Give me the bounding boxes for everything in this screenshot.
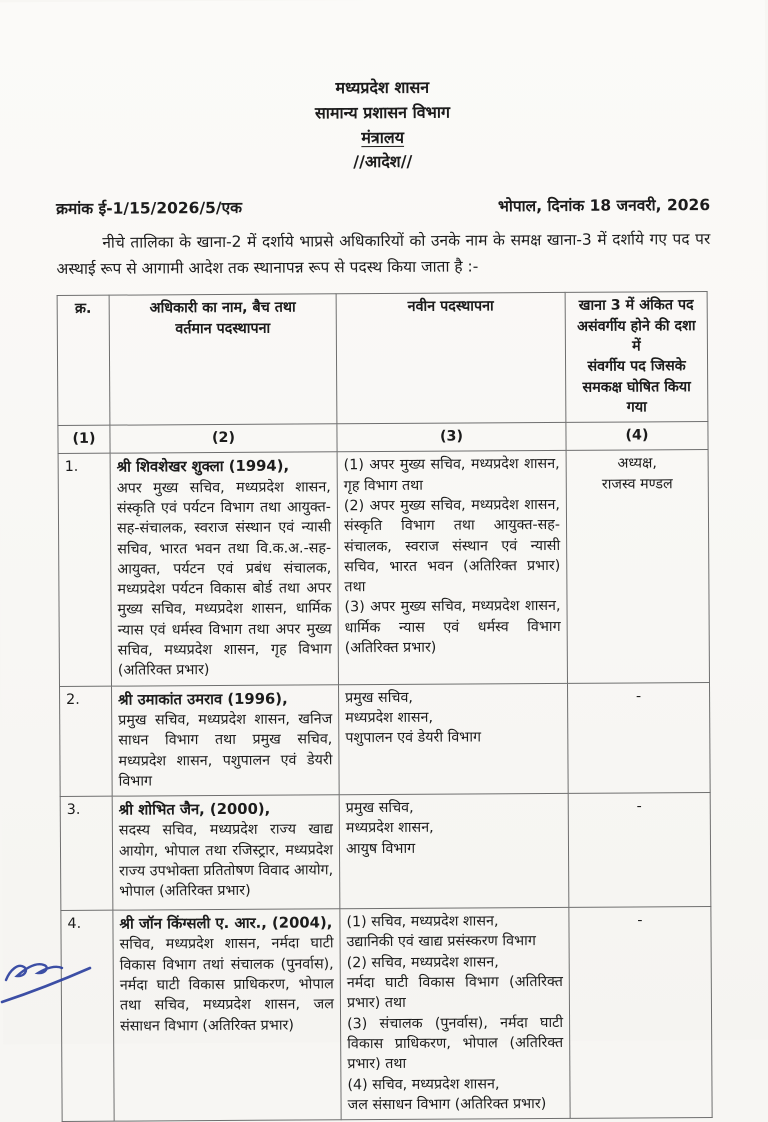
header-new-posting: नवीन पदस्थापना bbox=[336, 293, 566, 424]
column-numbering-row bbox=[58, 422, 708, 454]
table-row bbox=[60, 793, 711, 911]
colnum-3: (3) bbox=[337, 422, 566, 452]
place-and-date: भोपाल, दिनांक 18 जनवरी, 2026 bbox=[497, 196, 711, 216]
intro-paragraph: नीचे तालिका के खाना-2 में दर्शाये भाप्रसे अधिकारियों को उनके नाम के समक्ष खाना-3 में दर्शाये गए पद पर अस्थाई रूप से आगामी आदेश तक स्थानापन्न रूप से पदस्थ किया जाता है :- bbox=[56, 230, 711, 278]
header-equivalent-post: खाना 3 में अंकित पद असंवर्गीय होने की दशा में संवर्गीय पद जिसके समकक्ष घोषित किया गया bbox=[565, 292, 708, 423]
colnum-2: (2) bbox=[110, 424, 337, 454]
table-header-row bbox=[57, 292, 708, 426]
officer-name: श्री उमाकांत उमराव (1996), bbox=[118, 690, 288, 709]
new-posting-cell: प्रमुख सचिव, मध्यप्रदेश शासन, पशुपालन एवं डेयरी विभाग bbox=[338, 683, 568, 795]
officer-current-posting: सचिव, मध्यप्रदेश शासन, नर्मदा घाटी विकास विभाग तथां संचालक (पुनर्वास), नर्मदा घाटी विकास प्राधिकरण, भोपाल तथा सचिव, मध्यप्रदेश शासन, जल संसाधन विभाग (अतिरिक्त प्रभार) bbox=[119, 935, 335, 1035]
row-serial: 3. bbox=[60, 796, 113, 910]
table-row bbox=[60, 682, 711, 796]
equivalent-post-cell: - bbox=[569, 907, 712, 1119]
officer-cell bbox=[110, 452, 338, 686]
officer-current-posting: प्रमुख सचिव, मध्यप्रदेश शासन, खनिज साधन विभाग तथा प्रमुख सचिव, मध्यप्रदेश शासन, पशुपालन एवं डेयरी विभाग bbox=[118, 711, 333, 790]
officer-cell bbox=[112, 795, 340, 910]
colnum-4: (4) bbox=[566, 422, 708, 451]
officer-cell bbox=[112, 684, 340, 796]
officer-name: श्री शोभित जैन, (2000), bbox=[118, 800, 271, 819]
document-header bbox=[55, 74, 710, 177]
posting-order-table bbox=[57, 291, 713, 1122]
officer-current-posting: सदस्य सचिव, मध्यप्रदेश राज्य खाद्य आयोग, भोपाल तथा रजिस्ट्रार, मध्यप्रदेश राज्य उपभोक्ता प्रतितोषण विवाद आयोग, भोपाल (अतिरिक्त प्रभार) bbox=[118, 821, 334, 900]
officer-name: श्री जॉन किंग्सली ए. आर., (2004), bbox=[119, 914, 333, 933]
officer-name: श्री शिवशेखर शुक्ला (1994), bbox=[116, 457, 290, 477]
new-posting-cell: प्रमुख सचिव, मध्यप्रदेश शासन, आयुष विभाग bbox=[339, 794, 569, 909]
header-serial: क्र. bbox=[57, 295, 110, 425]
equivalent-post-cell: - bbox=[568, 793, 711, 908]
department-name: सामान्य प्रशासन विभाग bbox=[314, 102, 451, 123]
row-serial: 4. bbox=[61, 910, 114, 1121]
table-row bbox=[58, 450, 709, 686]
officer-cell bbox=[113, 909, 341, 1121]
colnum-1: (1) bbox=[58, 425, 110, 454]
header-officer-name: अधिकारी का नाम, बैच तथा वर्तमान पदस्थापना bbox=[109, 294, 337, 425]
reference-line bbox=[56, 193, 710, 219]
order-number: क्रमांक ई-1/15/2026/5/एक bbox=[56, 199, 243, 219]
officer-current-posting: अपर मुख्य सचिव, मध्यप्रदेश शासन, संस्कृति एवं पर्यटन विभाग तथा आयुक्त-सह-संचालक, स्वराज संस्थान एवं न्यासी सचिव, भारत भवन तथा वि.क.अ.-सह-आयुक्त, पर्यटन एवं प्रबंध संचालक, मध्यप्रदेश पर्यटन विकास बोर्ड तथा अपर मुख्य सचिव, मध्यप्रदेश शासन, धार्मिक न्यास एवं धर्मस्व विभाग तथा अपर मुख्य सचिव, मध्यप्रदेश शासन, गृह विभाग (अतिरिक्त प्रभार) bbox=[116, 479, 332, 679]
table-row bbox=[61, 907, 712, 1122]
equivalent-post-cell: - bbox=[567, 682, 710, 793]
row-serial: 1. bbox=[58, 454, 111, 687]
row-serial: 2. bbox=[60, 686, 113, 797]
equivalent-post-cell: अध्यक्ष, राजस्व मण्डल bbox=[566, 450, 709, 683]
new-posting-cell: (1) सचिव, मध्यप्रदेश शासन, उद्यानिकी एवं खाद्य प्रसंस्करण विभाग (2) सचिव, मध्यप्रदेश शासन, नर्मदा घाटी विकास विभाग (अतिरिक्त प्रभार) तथा (3) संचालक (पुनर्वास), नर्मदा घाटी विकास प्राधिकरण, भोपाल (अतिरिक्त प्रभार) तथा (4) सचिव, मध्यप्रदेश शासन, जल संसाधन विभाग (अतिरिक्त प्रभार) bbox=[340, 908, 570, 1120]
order-label: //आदेश// bbox=[353, 152, 413, 172]
new-posting-cell: (1) अपर मुख्य सचिव, मध्यप्रदेश शासन, गृह विभाग तथा (2) अपर मुख्य सचिव, मध्यप्रदेश शासन, संस्कृति विभाग तथा आयुक्त-सह-संचालक, स्वराज संस्थान एवं न्यासी सचिव, भारत भवन (अतिरिक्त प्रभार) तथा (3) अपर मुख्य सचिव, मध्यप्रदेश शासन, धार्मिक न्यास एवं धर्मस्व विभाग (अतिरिक्त प्रभार) bbox=[337, 451, 567, 685]
ministry-label: मंत्रालय bbox=[361, 127, 405, 147]
government-name: मध्यप्रदेश शासन bbox=[335, 77, 430, 98]
